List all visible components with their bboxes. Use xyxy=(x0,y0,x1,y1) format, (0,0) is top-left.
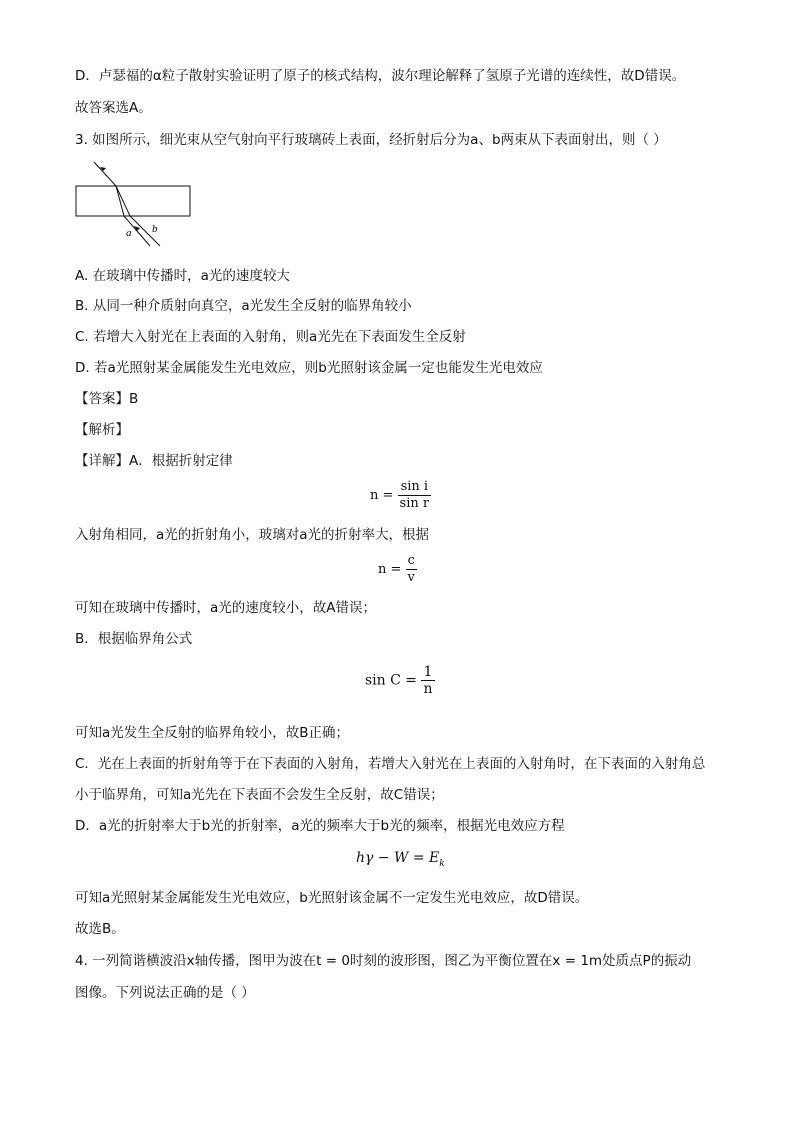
solution-line-8: 可知a光照射某金属能发生光电效应，b光照射该金属不一定发生光电效应，故D错误。 xyxy=(75,890,589,906)
solution-line-3: B．根据临界角公式 xyxy=(75,631,193,647)
prev-answer-line: 故答案选A。 xyxy=(75,100,152,116)
solution-line-7: D．a光的折射率大于b光的折射率，a光的频率大于b光的频率，根据光电效应方程 xyxy=(75,818,565,834)
solution-line-9: 故选B。 xyxy=(75,921,125,937)
solution-line-6: 小于临界角，可知a光先在下表面不会发生全反射，故C错误； xyxy=(75,787,444,803)
analysis-label: 【解析】 xyxy=(75,422,129,438)
solution-line-1: 入射角相同，a光的折射角小，玻璃对a光的折射率大，根据 xyxy=(75,527,430,543)
solution-line-5: C．光在上表面的折射角等于在下表面的入射角，若增大入射光在上表面的入射角时，在下表面的入射角总 xyxy=(75,756,706,772)
label-a: a xyxy=(126,227,132,239)
option-d: D. 若a光照射某金属能发生光电效应，则b光照射该金属一定也能发生光电效应 xyxy=(75,360,543,376)
equation-photoelectric: $h\gamma - W = E_k$ xyxy=(356,850,445,869)
incident-ray xyxy=(94,162,116,186)
equation-refraction-law: n = $\frac{\text{sin i}}{\text{sin r}}$ xyxy=(370,479,430,511)
glass-slab xyxy=(76,186,190,216)
detail-line: 【详解】A．根据折射定律 xyxy=(75,453,233,469)
option-b: B. 从同一种介质射向真空，a光发生全反射的临界角较小 xyxy=(75,298,412,314)
equation-speed: n = $\frac{c}{v}$ xyxy=(378,553,415,585)
solution-line-4: 可知a光发生全反射的临界角较小，故B正确； xyxy=(75,725,350,741)
answer-label: 【答案】B xyxy=(75,391,139,407)
equation-critical-angle: sin C = $\frac{1}{n}$ xyxy=(365,664,433,697)
solution-line-2: 可知在玻璃中传播时，a光的速度较小，故A错误； xyxy=(75,600,377,616)
prev-option-d: D．卢瑟福的α粒子散射实验证明了原子的核式结构，波尔理论解释了氢原子光谱的连续性，故D错误。 xyxy=(75,68,686,84)
option-a: A. 在玻璃中传播时，a光的速度较大 xyxy=(75,268,290,284)
option-c: C. 若增大入射光在上表面的入射角，则a光先在下表面发生全反射 xyxy=(75,329,466,345)
question-3-stem: 3. 如图所示，细光束从空气射向平行玻璃砖上表面，经折射后分为a、b两束从下表面射出，则（ ） xyxy=(75,132,667,148)
question-4-stem-line-2: 图像。下列说法正确的是（ ） xyxy=(75,985,255,1001)
label-b: b xyxy=(152,223,158,235)
glass-slab-figure xyxy=(70,158,200,253)
question-4-stem-line-1: 4. 一列简谐横波沿x轴传播，图甲为波在t = 0时刻的波形图，图乙为平衡位置在x = 1m处质点P的振动 xyxy=(75,953,692,969)
